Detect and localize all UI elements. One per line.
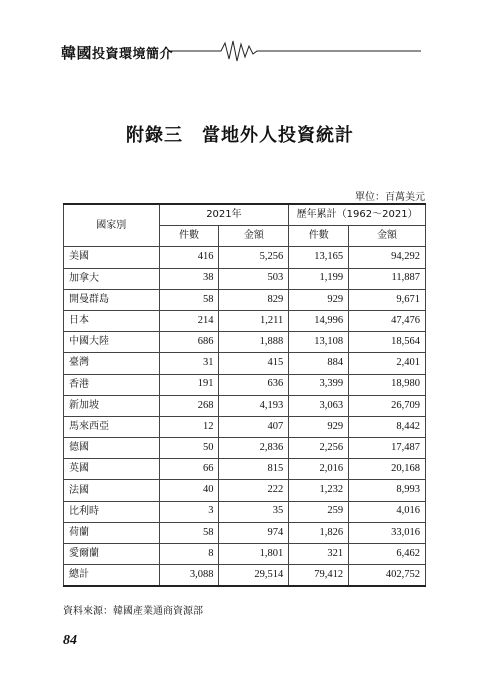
count-2021-cell: 58 (159, 522, 219, 543)
amount-cum-cell: 11,887 (349, 268, 426, 289)
table-row (64, 565, 426, 587)
amount-2021-cell: 5,256 (219, 247, 289, 268)
table-row (64, 459, 426, 480)
count-2021-header: 件數 (159, 226, 219, 247)
count-cum-cell: 3,063 (289, 395, 349, 416)
page-number: 84 (63, 633, 77, 648)
count-2021-cell: 3,088 (159, 565, 219, 587)
country-cell: 比利時 (64, 501, 160, 522)
amount-2021-cell: 1,888 (219, 332, 289, 353)
amount-2021-cell: 815 (219, 459, 289, 480)
count-cum-cell: 13,108 (289, 332, 349, 353)
amount-cum-cell: 4,016 (349, 501, 426, 522)
table-row (64, 374, 426, 395)
header-title (61, 42, 173, 63)
country-cell: 荷蘭 (64, 522, 160, 543)
count-cum-cell: 1,199 (289, 268, 349, 289)
table-row (64, 544, 426, 565)
amount-2021-cell: 415 (219, 353, 289, 374)
count-cum-cell: 79,412 (289, 565, 349, 587)
country-cell: 中國大陸 (64, 332, 160, 353)
amount-2021-cell: 222 (219, 480, 289, 501)
amount-cum-cell: 17,487 (349, 438, 426, 459)
country-cell: 香港 (64, 374, 160, 395)
country-cell: 總計 (64, 565, 160, 587)
table-row (64, 353, 426, 374)
count-2021-cell: 31 (159, 353, 219, 374)
count-cum-cell: 929 (289, 289, 349, 310)
amount-2021-cell: 503 (219, 268, 289, 289)
amount-2021-cell: 2,836 (219, 438, 289, 459)
amount-2021-cell: 829 (219, 289, 289, 310)
country-cell: 日本 (64, 310, 160, 331)
amount-cum-cell: 94,292 (349, 247, 426, 268)
amount-cum-cell: 9,671 (349, 289, 426, 310)
amount-2021-cell: 4,193 (219, 395, 289, 416)
country-cell: 愛爾蘭 (64, 544, 160, 565)
amount-cum-cell: 20,168 (349, 459, 426, 480)
source-note: 資料來源：韓國產業通商資源部 (63, 606, 203, 617)
amount-2021-cell: 35 (219, 501, 289, 522)
country-cell: 新加坡 (64, 395, 160, 416)
investment-table (63, 203, 426, 587)
country-header: 國家別 (64, 204, 160, 247)
count-2021-cell: 58 (159, 289, 219, 310)
table-row (64, 332, 426, 353)
count-2021-cell: 416 (159, 247, 219, 268)
country-cell: 加拿大 (64, 268, 160, 289)
group-cumulative-header: 歷年累計（1962～2021） (289, 204, 426, 226)
count-cum-cell: 884 (289, 353, 349, 374)
header-title-big: 韓國 (61, 44, 93, 62)
table-row (64, 501, 426, 522)
amount-2021-cell: 1,801 (219, 544, 289, 565)
country-cell: 美國 (64, 247, 160, 268)
count-2021-cell: 191 (159, 374, 219, 395)
amount-cum-cell: 26,709 (349, 395, 426, 416)
table-row (64, 480, 426, 501)
amount-cum-cell: 402,752 (349, 565, 426, 587)
amount-cum-header: 金額 (349, 226, 426, 247)
count-cum-header: 件數 (289, 226, 349, 247)
table-row (64, 289, 426, 310)
count-2021-cell: 40 (159, 480, 219, 501)
amount-2021-cell: 407 (219, 416, 289, 437)
count-2021-cell: 66 (159, 459, 219, 480)
country-cell: 臺灣 (64, 353, 160, 374)
amount-2021-cell: 974 (219, 522, 289, 543)
amount-cum-cell: 33,016 (349, 522, 426, 543)
table-row (64, 247, 426, 268)
amount-2021-cell: 29,514 (219, 565, 289, 587)
count-cum-cell: 1,232 (289, 480, 349, 501)
group-2021-header: 2021年 (159, 204, 289, 226)
count-cum-cell: 929 (289, 416, 349, 437)
header-title-rest: 投資環境簡介 (92, 47, 174, 62)
count-2021-cell: 3 (159, 501, 219, 522)
table-row (64, 438, 426, 459)
count-cum-cell: 14,996 (289, 310, 349, 331)
count-2021-cell: 214 (159, 310, 219, 331)
table-row (64, 522, 426, 543)
amount-cum-cell: 47,476 (349, 310, 426, 331)
running-header (61, 36, 421, 66)
count-2021-cell: 686 (159, 332, 219, 353)
count-cum-cell: 1,826 (289, 522, 349, 543)
amount-cum-cell: 18,564 (349, 332, 426, 353)
count-cum-cell: 13,165 (289, 247, 349, 268)
amount-cum-cell: 2,401 (349, 353, 426, 374)
amount-cum-cell: 8,993 (349, 480, 426, 501)
country-cell: 開曼群島 (64, 289, 160, 310)
unit-label: 單位：百萬美元 (355, 192, 425, 203)
table-body (64, 247, 426, 587)
country-cell: 馬來西亞 (64, 416, 160, 437)
table-row (64, 310, 426, 331)
amount-cum-cell: 8,442 (349, 416, 426, 437)
country-cell: 英國 (64, 459, 160, 480)
country-cell: 德國 (64, 438, 160, 459)
count-cum-cell: 3,399 (289, 374, 349, 395)
amount-2021-cell: 1,211 (219, 310, 289, 331)
amount-cum-cell: 6,462 (349, 544, 426, 565)
amount-2021-header: 金額 (219, 226, 289, 247)
count-2021-cell: 38 (159, 268, 219, 289)
count-cum-cell: 259 (289, 501, 349, 522)
count-2021-cell: 12 (159, 416, 219, 437)
count-2021-cell: 50 (159, 438, 219, 459)
count-cum-cell: 2,016 (289, 459, 349, 480)
table-row (64, 395, 426, 416)
count-cum-cell: 2,256 (289, 438, 349, 459)
country-cell: 法國 (64, 480, 160, 501)
amount-cum-cell: 18,980 (349, 374, 426, 395)
amount-2021-cell: 636 (219, 374, 289, 395)
table-row (64, 416, 426, 437)
table-row (64, 268, 426, 289)
count-2021-cell: 268 (159, 395, 219, 416)
count-2021-cell: 8 (159, 544, 219, 565)
count-cum-cell: 321 (289, 544, 349, 565)
page-title: 附錄三 當地外人投資統計 (126, 125, 354, 146)
